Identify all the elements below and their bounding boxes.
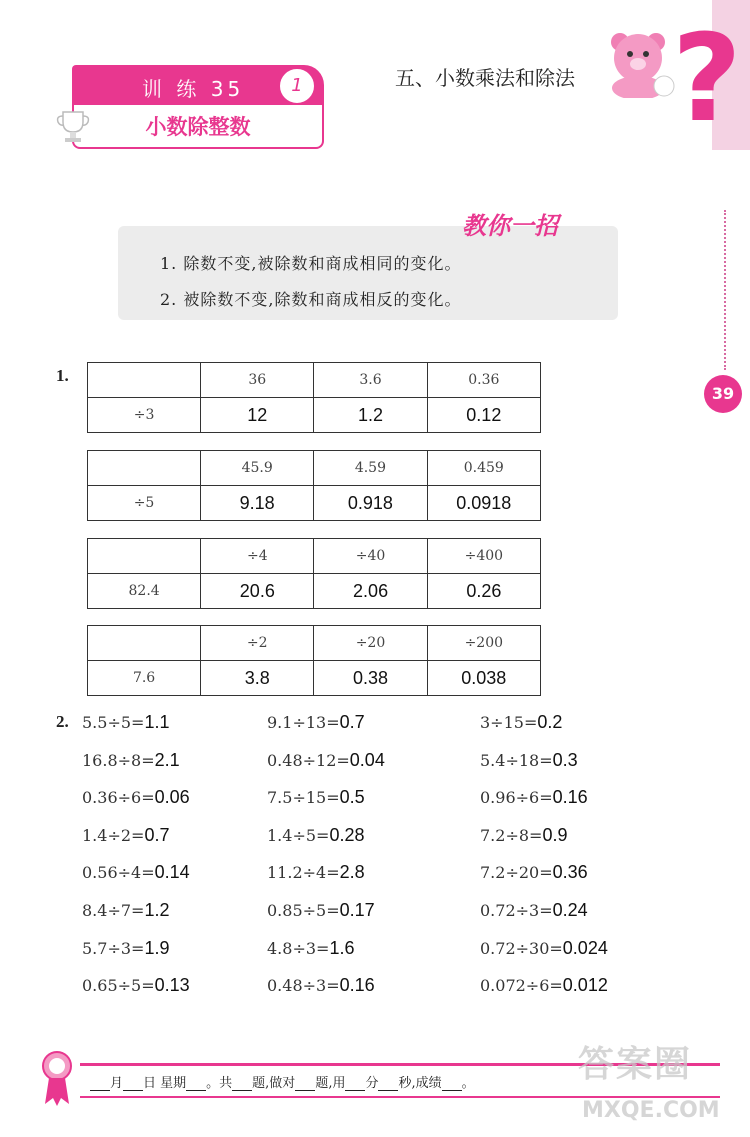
answer-table-4 — [87, 625, 541, 696]
table-cell: ÷400 — [427, 539, 540, 574]
subtitle-box — [72, 105, 324, 149]
equation-question: 7.2÷8= — [480, 825, 543, 845]
footer-record-line — [90, 1072, 475, 1091]
equation-answer: 1.1 — [144, 712, 170, 732]
equation-answer: 0.17 — [339, 900, 375, 920]
equation-item — [82, 787, 190, 808]
footer-end: 。 — [461, 1076, 475, 1091]
equation-answer: 1.2 — [144, 900, 170, 920]
equation-item — [267, 862, 365, 883]
tip-line-1: 1. 除数不变,被除数和商成相同的变化。 — [160, 254, 462, 273]
equation-question: 5.4÷18= — [480, 750, 553, 770]
table-cell: 4.59 — [314, 451, 427, 486]
table-cell: 7.6 — [88, 661, 201, 696]
equation-question: 0.65÷5= — [82, 976, 155, 996]
equation-question: 0.072÷6= — [480, 976, 563, 996]
equation-item — [480, 975, 608, 996]
equation-question: 7.5÷15= — [267, 788, 340, 808]
equation-item — [267, 712, 365, 733]
table-cell — [88, 451, 201, 486]
footer-day: 日 星期 — [143, 1076, 187, 1091]
equation-item — [267, 900, 375, 921]
table-cell: 0.459 — [427, 451, 540, 486]
footer-month: 月 — [110, 1076, 124, 1091]
answer-cell: 0.918 — [314, 486, 427, 521]
equation-question: 0.36÷6= — [82, 788, 155, 808]
equation-question: 8.4÷7= — [82, 901, 145, 920]
blank-line[interactable] — [90, 1078, 110, 1091]
equation-item — [82, 900, 169, 921]
table-row — [88, 363, 541, 398]
equation-answer: 0.9 — [542, 824, 568, 845]
blank-line[interactable] — [442, 1078, 462, 1091]
answer-cell: 0.12 — [427, 398, 540, 433]
equation-question: 5.5÷5= — [82, 713, 145, 732]
footer-questions: 题,做对 — [252, 1076, 296, 1091]
table-cell: ÷2 — [201, 626, 314, 661]
table-cell — [88, 626, 201, 661]
equation-answer: 0.36 — [552, 862, 588, 883]
footer-questions-2: 题,用 — [315, 1076, 346, 1091]
equation-question: 0.48÷12= — [267, 750, 350, 770]
table-row — [88, 661, 541, 696]
table-cell: 45.9 — [201, 451, 314, 486]
equation-question: 11.2÷4= — [267, 863, 340, 883]
equation-item — [267, 787, 365, 808]
question-2-label: 2. — [56, 712, 69, 731]
equation-answer: 0.7 — [339, 712, 365, 732]
equation-answer: 0.24 — [552, 900, 588, 920]
question-1-label: 1. — [56, 366, 69, 385]
lesson-title: 训 练 35 — [142, 77, 245, 101]
tip-heading: 教你一招 — [462, 212, 558, 240]
equation-item — [480, 938, 608, 959]
unit-title: 五、小数乘法和除法 — [395, 66, 575, 90]
table-cell — [88, 363, 201, 398]
blank-line[interactable] — [378, 1078, 398, 1091]
equation-answer: 0.06 — [154, 787, 190, 808]
table-cell: 82.4 — [88, 574, 201, 609]
equation-item — [480, 862, 588, 883]
equation-question: 0.96÷6= — [480, 788, 553, 808]
lesson-subtitle: 小数除整数 — [145, 115, 251, 139]
answer-cell: 9.18 — [201, 486, 314, 521]
equation-answer: 0.14 — [154, 862, 190, 883]
equation-item — [82, 825, 169, 846]
table-row — [88, 626, 541, 661]
equation-item — [82, 862, 190, 883]
table-cell — [88, 539, 201, 574]
equation-question: 16.8÷8= — [82, 750, 155, 770]
teddy-bear-icon — [598, 28, 680, 98]
equation-answer: 0.13 — [154, 975, 190, 996]
answer-cell: 0.38 — [314, 661, 427, 696]
table-row — [88, 574, 541, 609]
answer-table-1 — [87, 362, 541, 433]
answer-table-2 — [87, 450, 541, 521]
blank-line[interactable] — [345, 1078, 365, 1091]
table-row — [88, 398, 541, 433]
equation-item — [480, 900, 588, 921]
table-row — [88, 451, 541, 486]
page-number: 39 — [704, 375, 742, 413]
equation-item — [480, 787, 588, 808]
equation-item — [82, 750, 180, 771]
blank-line[interactable] — [123, 1078, 143, 1091]
equation-answer: 0.024 — [562, 937, 608, 958]
equation-question: 0.48÷3= — [267, 976, 340, 996]
equation-question: 0.72÷3= — [480, 901, 553, 920]
answer-cell: 20.6 — [201, 574, 314, 609]
footer-seconds: 秒,成绩 — [398, 1076, 442, 1091]
table-cell: 3.6 — [314, 363, 427, 398]
equation-question: 0.85÷5= — [267, 901, 340, 920]
blank-line[interactable] — [232, 1078, 252, 1091]
equation-answer: 0.7 — [144, 824, 170, 845]
table-cell: ÷200 — [427, 626, 540, 661]
equation-answer: 1.6 — [329, 937, 355, 958]
equation-answer: 2.8 — [339, 862, 365, 883]
equation-item — [480, 712, 562, 733]
equation-question: 7.2÷20= — [480, 863, 553, 883]
answer-cell: 0.038 — [427, 661, 540, 696]
equation-item — [267, 975, 375, 996]
table-row — [88, 486, 541, 521]
answer-cell: 2.06 — [314, 574, 427, 609]
equation-answer: 0.3 — [552, 749, 578, 770]
blank-line[interactable] — [295, 1078, 315, 1091]
table-cell: ÷40 — [314, 539, 427, 574]
answer-cell: 1.2 — [314, 398, 427, 433]
equation-answer: 0.28 — [329, 824, 365, 845]
equation-item — [267, 825, 364, 846]
question-mark-icon: ? — [672, 10, 742, 149]
equation-question: 5.7÷3= — [82, 938, 145, 958]
table-cell: ÷4 — [201, 539, 314, 574]
equation-answer: 0.5 — [339, 787, 365, 808]
answer-cell: 12 — [201, 398, 314, 433]
equation-answer: 0.16 — [552, 787, 588, 808]
equation-answer: 1.9 — [144, 937, 170, 958]
answer-table-3 — [87, 538, 541, 609]
equation-question: 3÷15= — [480, 713, 538, 732]
equation-question: 0.72÷30= — [480, 938, 563, 958]
trophy-icon — [55, 108, 91, 144]
lesson-banner — [72, 65, 324, 105]
equation-question: 1.4÷5= — [267, 825, 330, 845]
equation-question: 4.8÷3= — [267, 938, 330, 958]
dotted-divider — [724, 210, 728, 370]
equation-item — [267, 938, 354, 959]
footer-total: 。共 — [206, 1076, 233, 1091]
equation-answer: 0.16 — [339, 975, 375, 996]
answer-cell: 3.8 — [201, 661, 314, 696]
blank-line[interactable] — [186, 1078, 206, 1091]
equation-item — [480, 825, 567, 846]
equation-answer: 0.2 — [537, 712, 563, 732]
tip-line-2: 2. 被除数不变,除数和商成相反的变化。 — [160, 290, 462, 309]
equation-item — [267, 750, 385, 771]
table-cell: ÷3 — [88, 398, 201, 433]
table-row — [88, 539, 541, 574]
watermark-url: MXQE.COM — [582, 1098, 720, 1123]
equation-item — [82, 975, 190, 996]
answer-cell: 0.0918 — [427, 486, 540, 521]
equation-answer: 2.1 — [154, 749, 180, 770]
table-cell: 0.36 — [427, 363, 540, 398]
equation-item — [480, 750, 578, 771]
equation-answer: 0.04 — [349, 749, 385, 770]
equation-answer: 0.012 — [562, 975, 608, 996]
footer-minutes: 分 — [365, 1076, 379, 1091]
table-cell: ÷20 — [314, 626, 427, 661]
equation-item — [82, 712, 169, 733]
table-cell: 36 — [201, 363, 314, 398]
watermark-text: 答案圈 — [578, 1044, 693, 1085]
equation-question: 9.1÷13= — [267, 713, 340, 732]
equation-question: 0.56÷4= — [82, 863, 155, 883]
answer-cell: 0.26 — [427, 574, 540, 609]
lesson-badge: 1 — [280, 69, 314, 103]
table-cell: ÷5 — [88, 486, 201, 521]
medal-icon — [40, 1048, 74, 1108]
equation-question: 1.4÷2= — [82, 825, 145, 845]
equation-item — [82, 938, 169, 959]
